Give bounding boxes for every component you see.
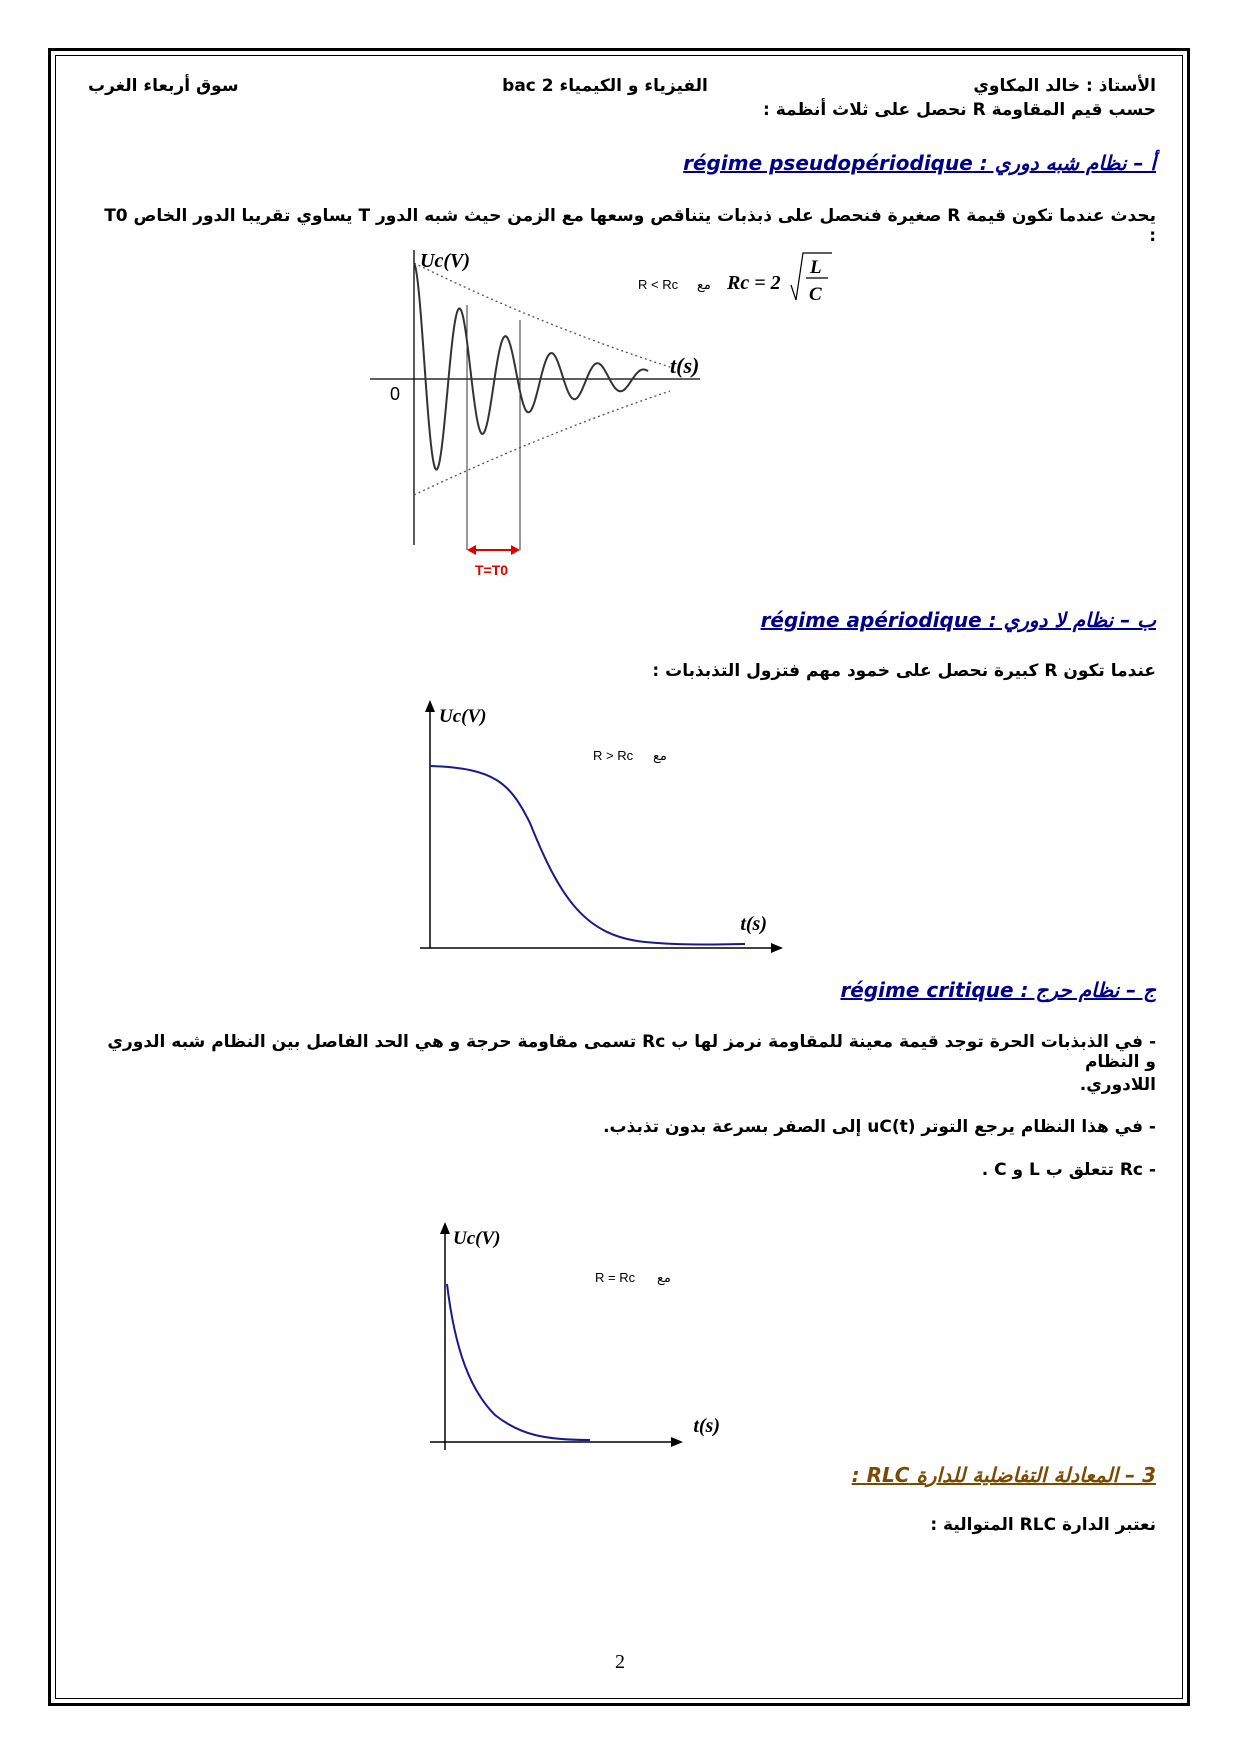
with-label: مع [657, 1271, 671, 1286]
section-a-heading: أ – نظام شبه دوري : régime pseudopériodique [683, 151, 1156, 175]
x-axis-label: t(s) [670, 353, 700, 378]
origin-label: 0 [390, 384, 401, 404]
condition-label: R < Rc [638, 277, 679, 292]
pseudoperiodic-graph [370, 245, 820, 580]
section-b-text: عندما تكون R كبيرة نحصل على خمود مهم فتزول التذبذبات : [652, 661, 1156, 681]
damped-oscillation-curve [414, 263, 648, 470]
lower-envelope [414, 391, 670, 495]
y-axis-label: Uc(V) [453, 1228, 501, 1249]
header-teacher: الأستاذ : خالد المكاوي [973, 76, 1156, 96]
condition-label: R = Rc [595, 1270, 636, 1285]
section-c-line1: - في الذبذبات الحرة توجد قيمة معينة للمقاومة نرمز لها ب Rc تسمى مقاومة حرجة و هي الحد الفاصل بين النظام شبه الدوري و النظام [107, 1032, 1156, 1072]
critical-graph [425, 1220, 805, 1455]
section-3-heading: 3 – المعادلة التفاضلية للدارة RLC : [851, 1463, 1156, 1487]
with-label: مع [653, 749, 667, 764]
section-c-heading: ج – نظام حرج : régime critique [840, 978, 1156, 1002]
y-axis-label: Uc(V) [420, 250, 470, 272]
with-label: مع [697, 278, 711, 293]
x-axis-label: t(s) [740, 913, 767, 935]
page-number: 2 [615, 1651, 625, 1673]
formula-numerator: L [810, 257, 822, 278]
y-axis-label: Uc(V) [439, 706, 487, 727]
header-school: سوق أربعاء الغرب [88, 76, 239, 96]
section-3-text: نعتبر الدارة RLC المتوالية : [930, 1515, 1156, 1535]
section-b-heading: ب – نظام لا دوري : régime apériodique [760, 608, 1156, 632]
header-subject: الفيزياء و الكيمياء 2 bac [502, 76, 708, 96]
section-c-line2: - في هذا النظام يرجع التوتر uC(t) إلى الصفر بسرعة بدون تذبذب. [603, 1117, 1156, 1137]
formula-denominator: C [809, 284, 822, 305]
critical-curve [447, 1284, 590, 1440]
aperiodic-graph [415, 698, 795, 963]
period-label: T=T0 [475, 562, 509, 578]
section-c-line1b: اللادوري. [1079, 1075, 1156, 1095]
intro-text: حسب قيم المقاومة R نحصل على ثلاث أنظمة : [763, 100, 1156, 120]
formula-lhs: Rc = 2 [727, 272, 781, 294]
x-axis-label: t(s) [693, 1415, 720, 1437]
upper-envelope [414, 263, 670, 367]
condition-label: R > Rc [593, 748, 634, 763]
aperiodic-curve [430, 766, 745, 945]
section-c-line3: - Rc تتعلق ب L و C . [981, 1160, 1156, 1180]
section-a-text: يحدث عندما تكون قيمة R صغيرة فنحصل على ذبذبات يتناقص وسعها مع الزمن حيث شبه الدور T يساوي تقريبا الدور الخاص T0 : [104, 206, 1156, 246]
